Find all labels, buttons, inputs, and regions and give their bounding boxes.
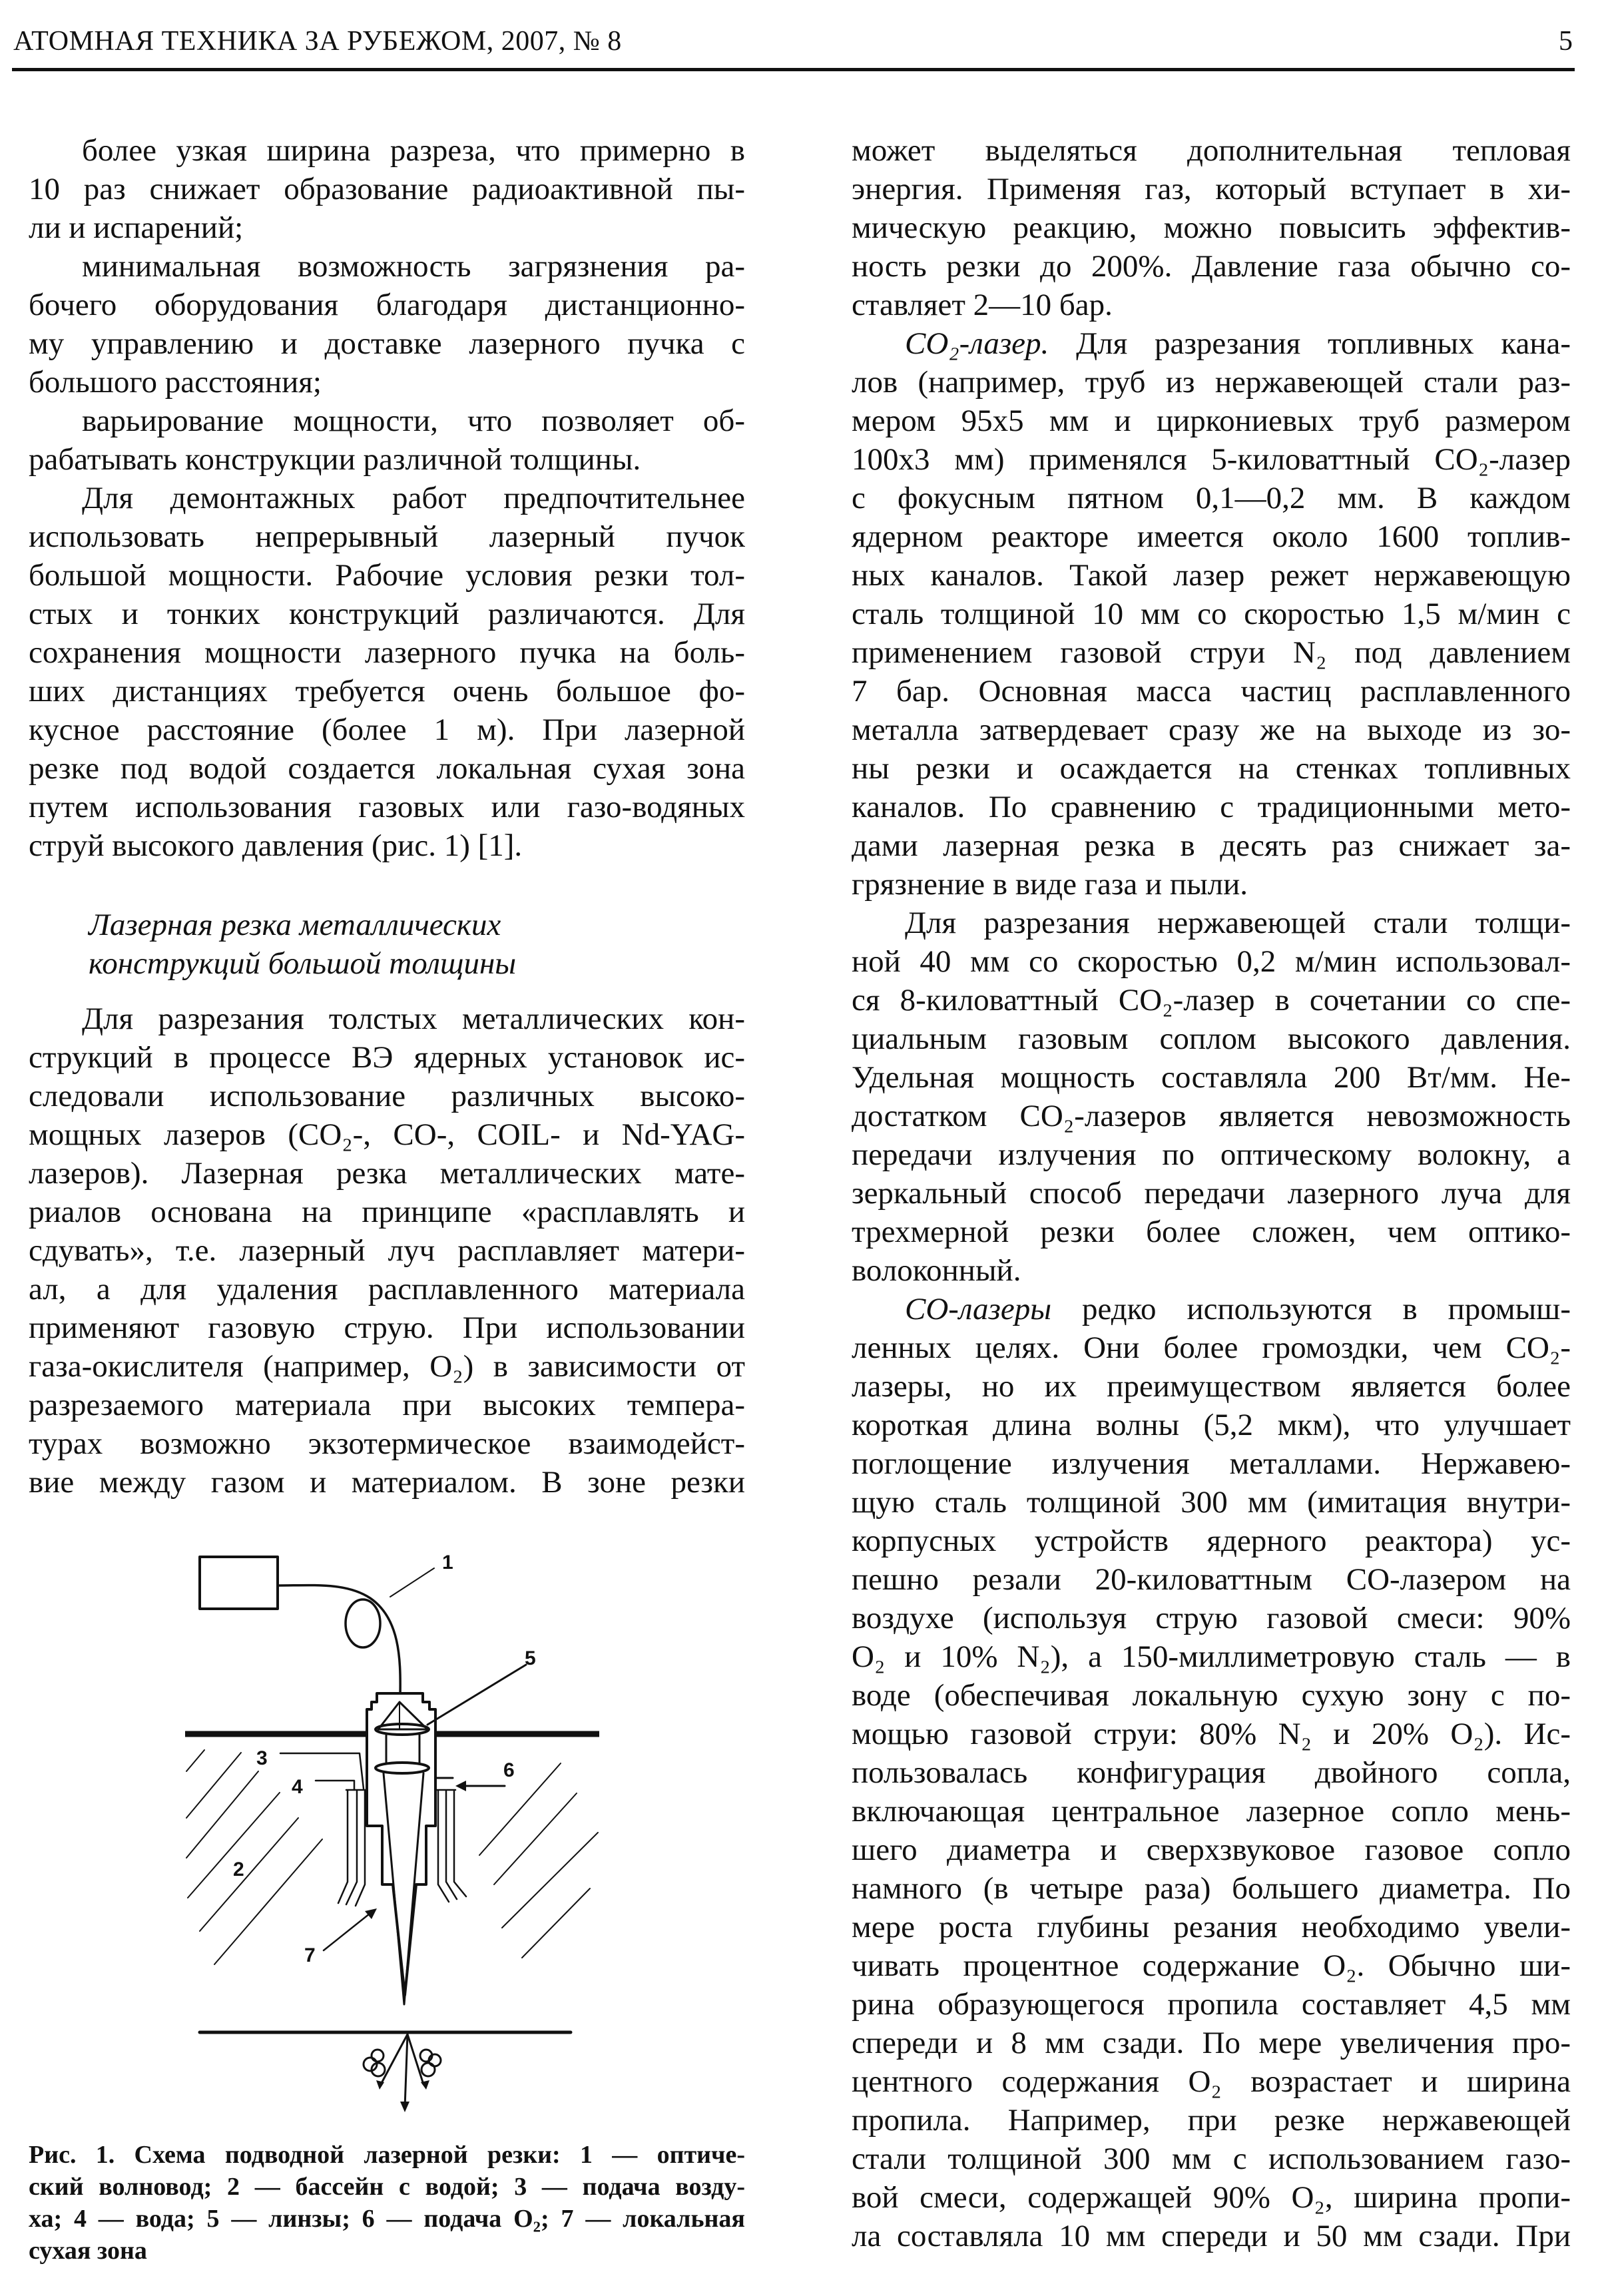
right-column — [852, 131, 1571, 2255]
text-line: циальным газовым соплом высокого давления. — [852, 1021, 1571, 1056]
text-line: ленных целях. Они более громоздки, чем CO₂- — [852, 1330, 1571, 1365]
figure-label-6: 6 — [503, 1759, 515, 1781]
text-line: 100x3 мм) применялся 5-киловаттный CO₂-лазер — [852, 442, 1571, 477]
text-line: дами лазерная резка в десять раз снижает за- — [852, 828, 1571, 863]
water-pipe-right — [437, 1790, 466, 1902]
figure-label-2: 2 — [233, 1859, 244, 1880]
header-rule — [12, 68, 1575, 71]
text-line: ших дистанциях требуется очень большое фо- — [29, 674, 745, 709]
text-line: более узкая ширина разреза, что примерно в — [82, 133, 745, 168]
text-line: грязнение в виде газа и пыли. — [852, 867, 1248, 902]
text-line: минимальная возможность загрязнения ра- — [82, 249, 745, 284]
figure-label-7: 7 — [304, 1944, 316, 1966]
text-line: ха; 4 — вода; 5 — линзы; 6 — подача O₂; 7 — локальная — [29, 2205, 745, 2233]
water-pool-hatching — [186, 1750, 598, 1964]
text-line: передачи излучения по оптическому волокну, а — [852, 1137, 1571, 1172]
text-line: воздухе (используя струю газовой смеси: 90% — [852, 1601, 1571, 1635]
section-heading-line: Лазерная резка металлических — [89, 908, 501, 942]
fiber-loop — [346, 1599, 380, 1647]
lens-lower — [376, 1763, 429, 1773]
lens-upper — [376, 1724, 429, 1735]
text-line: кусное расстояние (более 1 м). При лазерной — [29, 713, 745, 747]
text-line: металла затвердевает сразу же на выходе из зо- — [852, 713, 1571, 747]
text-line: шего диаметра и сверхзвуковое газовое сопло — [852, 1833, 1571, 1867]
text-line: газа-окислителя (например, O₂) в зависимости от — [29, 1349, 745, 1384]
text-line: ставляет 2—10 бар. — [852, 288, 1113, 322]
italic-term: CO-лазеры — [905, 1292, 1052, 1326]
text-line: ский волновод; 2 — бассейн с водой; 3 — подача возду- — [29, 2173, 745, 2201]
text-line: вие между газом и материалом. В зоне резки — [29, 1465, 745, 1500]
text-line: бочего оборудования благодаря дистанционно- — [29, 288, 745, 322]
text-line: ной 40 мм со скоростью 0,2 м/мин использовал- — [852, 944, 1571, 979]
text-line: применяют газовую струю. При использовании — [29, 1310, 745, 1345]
text-line: зеркальный способ передачи лазерного луча для — [852, 1176, 1571, 1211]
text-line: мическую реакцию, можно повысить эффектив- — [852, 210, 1571, 245]
text-line: с фокусным пятном 0,1—0,2 мм. В каждом — [852, 481, 1571, 515]
text-line: му управлению и доставке лазерного пучка с — [29, 326, 745, 361]
text-line: щую сталь толщиной 300 мм (имитация внутри- — [852, 1485, 1571, 1520]
text-line: ли и испарений; — [29, 210, 244, 245]
figure-label-3: 3 — [256, 1747, 268, 1769]
text-line: ных каналов. Такой лазер режет нержавеющую — [852, 558, 1571, 593]
text-line: лов (например, труб из нержавеющей стали раз- — [852, 365, 1571, 400]
text-line: волоконный. — [852, 1253, 1021, 1288]
text-line: ся 8-киловаттный CO₂-лазер в сочетании со спе- — [852, 983, 1571, 1017]
text-line: включающая центральное лазерное сопло мень- — [852, 1794, 1571, 1829]
text-line: короткая длина волны (5,2 мкм), что улучшает — [852, 1408, 1571, 1442]
figure-caption — [29, 2139, 745, 2267]
text-line: сохранения мощности лазерного пучка на боль- — [29, 635, 745, 670]
figure-label-4: 4 — [292, 1776, 303, 1798]
text-line: мощных лазеров (CO₂-, CO-, COIL- и Nd-YAG- — [29, 1117, 745, 1152]
text-line: центного содержания O₂ возрастает и ширина — [852, 2064, 1571, 2099]
page-number: 5 — [1559, 26, 1573, 57]
nozzle-head — [367, 1693, 435, 1995]
text-line: лазеров). Лазерная резка металлических мате- — [29, 1156, 745, 1191]
laser-beam-cone — [378, 1702, 427, 1729]
text-line: Рис. 1. Схема подводной лазерной резки: 1 — оптиче- — [29, 2141, 745, 2169]
text-line: 10 раз снижает образование радиоактивной пы- — [29, 172, 745, 206]
text-line: лазеры, но их преимуществом является более — [852, 1369, 1571, 1404]
text-line: намного (в четыре раза) большего диаметра. По — [852, 1871, 1571, 1906]
text-line: CO-лазеры редко используются в промыш- — [905, 1292, 1571, 1326]
optical-fiber — [278, 1585, 400, 1695]
text-line: ла составляла 10 мм спереди и 50 мм сзади. При — [852, 2219, 1571, 2253]
italic-term: CO₂-лазер. — [905, 326, 1049, 361]
text-line: сдувать», т.е. лазерный луч расплавляет матери- — [29, 1233, 745, 1268]
text-line: энергия. Применяя газ, который вступает в хи- — [852, 172, 1571, 206]
laser-beam-focus — [384, 1773, 423, 2004]
text-line: мере роста глубины резания необходимо увели- — [852, 1910, 1571, 1944]
figure-label-1: 1 — [442, 1552, 453, 1574]
text-line: риалов основана на принципе «расплавлять и — [29, 1195, 745, 1229]
text-line: применением газовой струи N₂ под давлением — [852, 635, 1571, 670]
text-line: может выделяться дополнительная тепловая — [852, 133, 1571, 168]
text-line: мощью газовой струи: 80% N₂ и 20% O₂). Ис- — [852, 1717, 1571, 1751]
section-heading — [89, 906, 688, 983]
text-line: ал, а для удаления расплавленного материала — [29, 1272, 745, 1306]
text-line: сухая зона — [29, 2237, 147, 2265]
text-line: O₂ и 10% N₂), а 150-миллиметровую сталь — в — [852, 1639, 1571, 1674]
text-line: турах возможно экзотермическое взаимодейст- — [29, 1426, 745, 1461]
text-line: ность резки до 200%. Давление газа обычно со- — [852, 249, 1571, 284]
text-line: струкций в процессе ВЭ ядерных установок ис- — [29, 1040, 745, 1075]
text-line: сталь толщиной 10 мм со скоростью 1,5 м/мин с — [852, 597, 1571, 631]
text-line: струй высокого давления (рис. 1) [1]. — [29, 828, 523, 863]
text-line: корпусных устройств ядерного реактора) ус- — [852, 1524, 1571, 1558]
text-line: мером 95x5 мм и циркониевых труб размером — [852, 404, 1571, 438]
text-line: достатком CO₂-лазеров является невозможность — [852, 1099, 1571, 1133]
text-line: следовали использование различных высоко- — [29, 1079, 745, 1113]
text-line: поглощение излучения металлами. Нержавею- — [852, 1446, 1571, 1481]
text-line: ны резки и осаждается на стенках топливных — [852, 751, 1571, 786]
text-line: Удельная мощность составляла 200 Вт/мм. Не- — [852, 1060, 1571, 1095]
text-line: спереди и 8 мм сзади. По мере увеличения про- — [852, 2026, 1571, 2060]
text-line: чивать процентное содержание O₂. Обычно ши- — [852, 1948, 1571, 1983]
text-line: пропила. Например, при резке нержавеющей — [852, 2103, 1571, 2138]
text-line: резке под водой создается локальная сухая зона — [29, 751, 745, 786]
text-line: разрезаемого материала при высоких темпера- — [29, 1388, 745, 1422]
text-line: воде (обеспечивая локальную сухую зону с по- — [852, 1678, 1571, 1713]
text-line: большого расстояния; — [29, 365, 322, 400]
text-line: рабатывать конструкции различной толщины. — [29, 442, 641, 477]
text-line: каналов. По сравнению с традиционными мето- — [852, 790, 1571, 824]
figure-label-5: 5 — [525, 1647, 536, 1669]
text-line: Для демонтажных работ предпочтительнее — [82, 481, 745, 515]
text-line: варьирование мощности, что позволяет об- — [82, 404, 745, 438]
text-line: путем использования газовых или газо-водяных — [29, 790, 745, 824]
laser-source-box — [200, 1557, 278, 1609]
text-line: стали толщиной 300 мм с использованием газо- — [852, 2142, 1571, 2176]
water-pipe-left — [338, 1790, 366, 1906]
text-line: рина образующегося пропила составляет 4,5 мм — [852, 1987, 1571, 2022]
text-line: 7 бар. Основная масса частиц расплавленного — [852, 674, 1571, 709]
text-line: стых и тонких конструкций различаются. Для — [29, 597, 745, 631]
journal-title: АТОМНАЯ ТЕХНИКА ЗА РУБЕЖОМ, 2007, № 8 — [13, 26, 622, 57]
text-line: большой мощности. Рабочие условия резки тол- — [29, 558, 745, 593]
left-column-bottom — [29, 1000, 745, 1502]
section-heading-line: конструкций большой толщины — [89, 946, 517, 981]
text-line: пользовалась конфигурация двойного сопла, — [852, 1755, 1571, 1790]
text-line: Для разрезания толстых металлических кон- — [82, 1002, 745, 1036]
text-line: пешно резали 20-киловаттным CO-лазером на — [852, 1562, 1571, 1597]
text-line: использовать непрерывный лазерный пучок — [29, 519, 745, 554]
text-line: ядерном реакторе имеется около 1600 топлив- — [852, 519, 1571, 554]
text-line: трехмерной резки более сложен, чем оптико- — [852, 1215, 1571, 1249]
left-column-top — [29, 131, 745, 865]
text-line: Для разрезания нержавеющей стали толщи- — [905, 906, 1571, 940]
text-line: вой смеси, содержащей 90% O₂, ширина пропи- — [852, 2180, 1571, 2215]
text-line: CO₂-лазер. Для разрезания топливных кана- — [905, 326, 1571, 361]
molten-droplets — [364, 2034, 441, 2112]
